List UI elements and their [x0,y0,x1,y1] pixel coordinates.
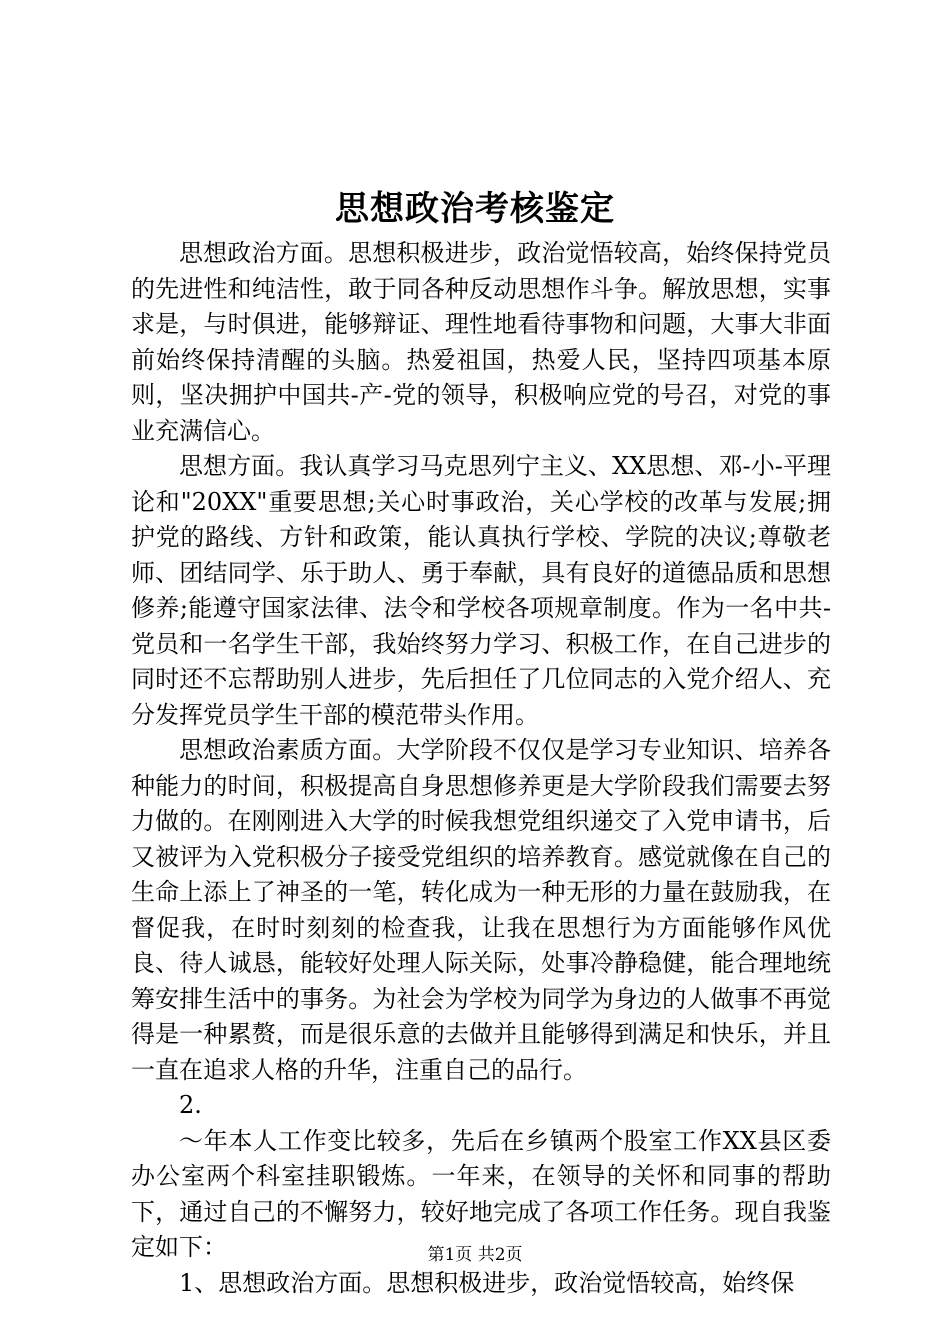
paragraph-work-summary: ～年本人工作变比较多，先后在乡镇两个股室工作XX县区委办公室两个科室挂职锻炼。一年来，在领导的关怀和同事的帮助下，通过自己的不懈努力，较好地完成了各项工作任务。现自我鉴定如下： [131,1126,831,1261]
paragraph-political-quality: 思想政治素质方面。大学阶段不仅仅是学习专业知识、培养各种能力的时间，积极提高自身思想修养更是大学阶段我们需要去努力做的。在刚刚进入大学的时候我想党组织递交了入党申请书，后又被评为入党积极分子接受党组织的培养教育。感觉就像在自己的生命上添上了神圣的一笔，转化成为一种无形的力量在鼓励我，在督促我，在时时刻刻的检查我，让我在思想行为方面能够作风优良、待人诚恳，能较好处理人际关际，处事冷静稳健，能合理地统筹安排生活中的事务。为社会为学校为同学为身边的人做事不再觉得是一种累赘，而是很乐意的去做并且能够得到满足和快乐，并且一直在追求人格的升华，注重自己的品行。 [131,736,831,1084]
page-footer: 第1页 共2页 [427,1245,523,1265]
document-body [131,236,831,1301]
paragraph-item-1: 1、思想政治方面。思想积极进步，政治觉悟较高，始终保 [179,1268,795,1297]
document-title: 思想政治考核鉴定 [335,189,615,229]
section-number: 2. [179,1091,202,1119]
paragraph-thought-aspect: 思想方面。我认真学习马克思列宁主义、XX思想、邓-小-平理论和"20XX"重要思想;关心时事政治，关心学校的改革与发展;拥护党的路线、方针和政策，能认真执行学校、学院的决议;尊敬老师、团结同学、乐于助人、勇于奉献，具有良好的道德品质和思想修养;能遵守国家法律、法令和学校各项规章制度。作为一名中共-党员和一名学生干部，我始终努力学习、积极工作，在自己进步的同时还不忘帮助别人进步，先后担任了几位同志的入党介绍人、充分发挥党员学生干部的模范带头作用。 [131,452,831,729]
paragraph-political-aspect: 思想政治方面。思想积极进步，政治觉悟较高，始终保持党员的先进性和纯洁性，敢于同各种反动思想作斗争。解放思想，实事求是，与时俱进，能够辩证、理性地看待事物和问题，大事大非面前始终保持清醒的头脑。热爱祖国，热爱人民，坚持四项基本原则，坚决拥护中国共-产-党的领导，积极响应党的号召，对党的事业充满信心。 [131,239,831,445]
